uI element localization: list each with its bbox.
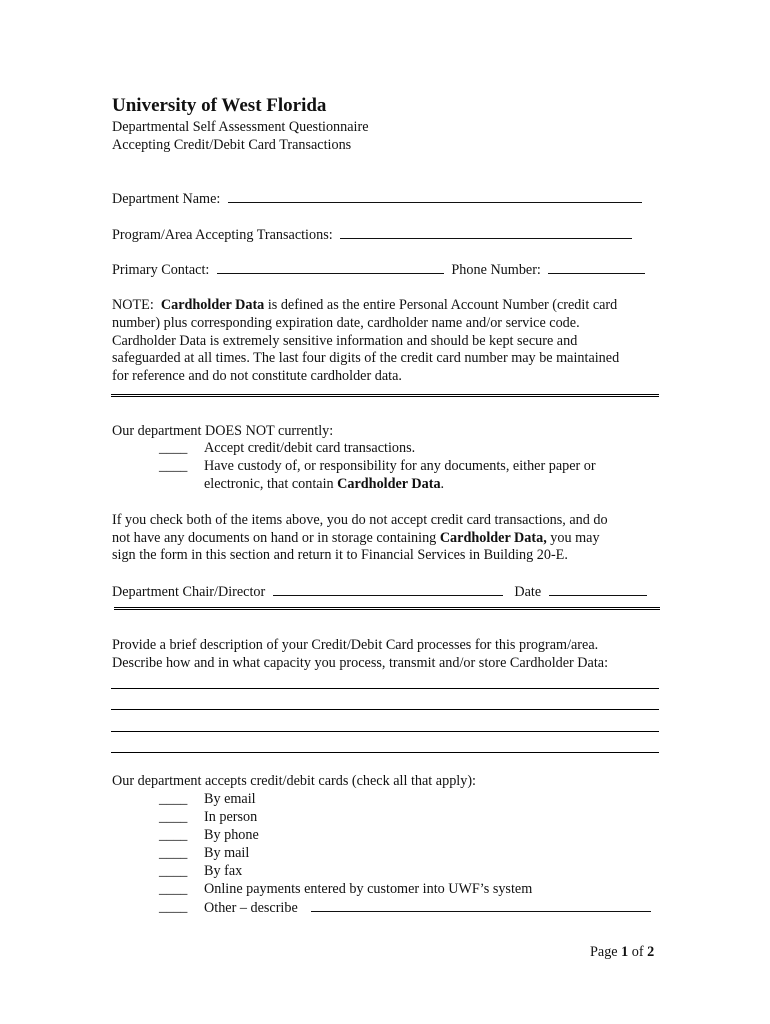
accepts-item: By phone — [204, 827, 259, 843]
description-answer-line[interactable] — [111, 731, 659, 732]
program-area-field[interactable] — [340, 225, 632, 239]
note-line-5: for reference and do not constitute cardholder data. — [112, 368, 402, 384]
checkbox-blank[interactable]: ____ — [159, 899, 188, 915]
accepts-item: By mail — [204, 845, 250, 861]
note-line-1-rest: is defined as the entire Personal Account Number (credit card — [264, 297, 618, 313]
description-answer-line[interactable] — [111, 688, 659, 689]
does-not-item-2-end: . — [440, 476, 445, 492]
does-not-item-1: Accept credit/debit card transactions. — [204, 440, 416, 456]
description-answer-line[interactable] — [111, 709, 659, 710]
instructions-line-2 — [112, 529, 600, 547]
cardholder-data-term: Cardholder Data — [337, 476, 441, 492]
checkbox-blank[interactable]: ____ — [159, 791, 188, 807]
checkbox-blank[interactable]: ____ — [159, 881, 188, 897]
program-area-row — [112, 225, 632, 244]
date-field[interactable] — [549, 582, 647, 596]
page-prefix: Page — [590, 944, 622, 960]
page-current: 1 — [621, 944, 629, 960]
other-describe-field[interactable] — [311, 898, 651, 912]
chair-director-label: Department Chair/Director — [112, 584, 266, 600]
department-name-label: Department Name: — [112, 191, 221, 207]
date-label: Date — [514, 584, 542, 600]
form-subtitle: Departmental Self Assessment Questionnaire — [112, 119, 369, 135]
accepts-heading: Our department accepts credit/debit cards (check all that apply): — [112, 773, 476, 789]
accepts-item: In person — [204, 809, 258, 825]
instructions-line-2-end: you may — [546, 530, 600, 546]
program-area-label: Program/Area Accepting Transactions: — [112, 227, 333, 243]
instructions-line-3: sign the form in this section and return it to Financial Services in Building 20-E. — [112, 547, 568, 563]
instructions-term: Cardholder Data, — [439, 530, 547, 546]
signature-row — [112, 582, 647, 601]
checkbox-blank[interactable]: ____ — [159, 809, 188, 825]
page-total: 2 — [647, 944, 655, 960]
checkbox-blank[interactable]: ____ — [159, 827, 188, 843]
accepts-item: Other – describe — [204, 900, 298, 916]
note-line-1 — [112, 296, 617, 314]
primary-contact-field[interactable] — [217, 260, 444, 274]
form-subtitle-2: Accepting Credit/Debit Card Transactions — [112, 137, 352, 153]
department-name-row — [112, 189, 642, 208]
accepts-item-other — [204, 898, 651, 917]
does-not-item-2: Have custody of, or responsibility for any documents, either paper or — [204, 458, 596, 474]
section-divider — [111, 394, 659, 397]
section-divider — [114, 607, 660, 610]
accepts-item: Online payments entered by customer into UWF’s system — [204, 881, 533, 897]
description-answer-line[interactable] — [111, 752, 659, 753]
phone-number-field[interactable] — [548, 260, 645, 274]
note-term: Cardholder Data — [160, 297, 265, 313]
checkbox-blank[interactable]: ____ — [159, 440, 188, 456]
description-line-1: Provide a brief description of your Credit/Debit Card processes for this program/area. — [112, 637, 599, 653]
description-line-2: Describe how and in what capacity you process, transmit and/or store Cardholder Data: — [112, 655, 609, 671]
phone-number-label: Phone Number: — [451, 262, 541, 278]
instructions-line-1: If you check both of the items above, you do not accept credit card transactions, and do — [112, 512, 608, 528]
primary-contact-label: Primary Contact: — [112, 262, 210, 278]
checkbox-blank[interactable]: ____ — [159, 863, 188, 879]
does-not-heading: Our department DOES NOT currently: — [112, 423, 334, 439]
instructions-line-2-start: not have any documents on hand or in storage containing — [112, 530, 440, 546]
page-mid: of — [628, 944, 648, 960]
note-line-2: number) plus corresponding expiration date, cardholder name and/or service code. — [112, 315, 580, 331]
does-not-item-2-text: electronic, that contain — [204, 476, 338, 492]
note-line-3: Cardholder Data is extremely sensitive information and should be kept secure and — [112, 333, 578, 349]
does-not-item-2-cont — [204, 475, 444, 493]
checkbox-blank[interactable]: ____ — [159, 845, 188, 861]
accepts-item: By email — [204, 791, 256, 807]
accepts-item: By fax — [204, 863, 243, 879]
page-title: University of West Florida — [112, 95, 327, 116]
primary-contact-row — [112, 260, 645, 279]
chair-director-signature-field[interactable] — [273, 582, 503, 596]
page-number — [590, 943, 654, 961]
department-name-field[interactable] — [228, 189, 642, 203]
note-line-4: safeguarded at all times. The last four digits of the credit card number may be maintained — [112, 350, 620, 366]
checkbox-blank[interactable]: ____ — [159, 458, 188, 474]
note-prefix: NOTE: — [112, 297, 154, 313]
